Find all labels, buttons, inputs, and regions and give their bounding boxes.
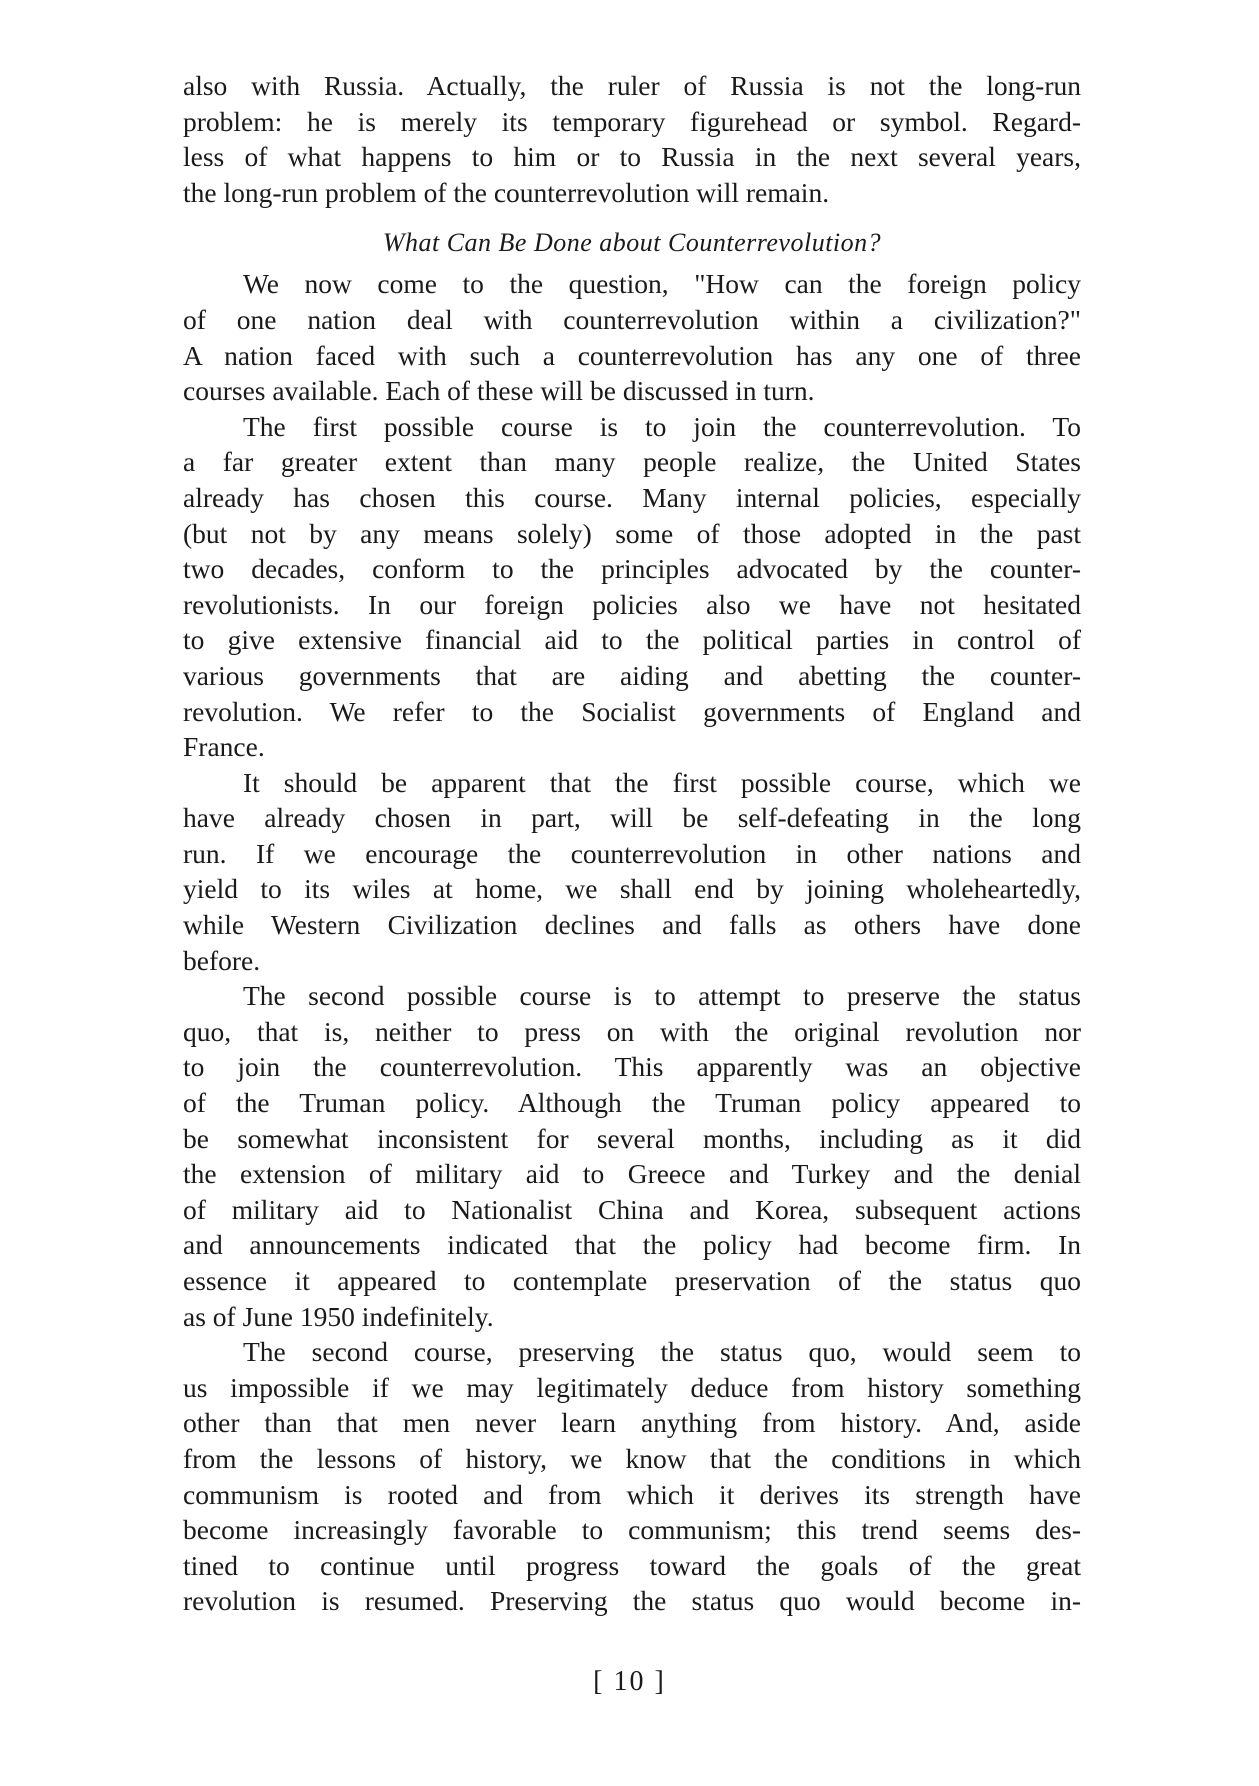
paragraph xyxy=(183,1334,1081,1619)
text-line: two decades, conform to the principles advocated by the counter- xyxy=(183,553,1081,585)
text-line: communism is rooted and from which it derives its strength have xyxy=(183,1478,1081,1510)
text-line: other than that men never learn anything from history. And, aside xyxy=(183,1407,1081,1439)
text-line: and announcements indicated that the policy had become firm. In xyxy=(183,1229,1081,1261)
text-line: already has chosen this course. Many internal policies, especially xyxy=(183,481,1081,513)
text-line: revolutionists. In our foreign policies also we have not hesitated xyxy=(183,588,1081,620)
text-line: also with Russia. Actually, the ruler of Russia is not the long-run xyxy=(183,70,1081,101)
page-body xyxy=(183,68,1081,1619)
text-line: A nation faced with such a counterrevolution has any one of three xyxy=(183,339,1081,371)
paragraph xyxy=(183,266,1081,408)
text-line: quo, that is, neither to press on with the original revolution nor xyxy=(183,1015,1081,1047)
text-line: from the lessons of history, we know that the conditions in which xyxy=(183,1442,1081,1474)
text-line: yield to its wiles at home, we shall end by joining wholeheartedly, xyxy=(183,873,1081,905)
text-line: be somewhat inconsistent for several months, including as it did xyxy=(183,1122,1081,1154)
paragraph xyxy=(183,765,1081,979)
text-line: become increasingly favorable to communism; this trend seems des- xyxy=(183,1514,1081,1546)
text-line: a far greater extent than many people realize, the United States xyxy=(183,446,1081,478)
text-line: as of June 1950 indefinitely. xyxy=(183,1300,494,1332)
text-line: revolution. We refer to the Socialist governments of England and xyxy=(183,695,1081,727)
paragraph xyxy=(183,68,1081,210)
text-line: while Western Civilization declines and falls as others have done xyxy=(183,909,1081,941)
text-line: The second possible course is to attempt to preserve the status xyxy=(243,980,1081,1012)
text-line: run. If we encourage the counterrevolution in other nations and xyxy=(183,837,1081,869)
text-line: various governments that are aiding and abetting the counter- xyxy=(183,659,1081,691)
paragraph xyxy=(183,978,1081,1334)
text-line: us impossible if we may legitimately deduce from history something xyxy=(183,1371,1081,1403)
text-line: of the Truman policy. Although the Truman policy appeared to xyxy=(183,1087,1081,1119)
text-line: tined to continue until progress toward the goals of the great xyxy=(183,1549,1081,1581)
section-heading: What Can Be Done about Counterrevolution? xyxy=(382,228,882,258)
text-line: France. xyxy=(183,731,265,763)
text-line: have already chosen in part, will be self-defeating in the long xyxy=(183,802,1081,834)
text-line: the long-run problem of the counterrevolution will remain. xyxy=(183,176,830,208)
text-line: of one nation deal with counterrevolution within a civilization?" xyxy=(183,303,1081,335)
text-line: before. xyxy=(183,944,261,976)
text-line: (but not by any means solely) some of those adopted in the past xyxy=(183,517,1081,549)
text-line: revolution is resumed. Preserving the status quo would become in- xyxy=(183,1585,1081,1617)
text-line: the extension of military aid to Greece and Turkey and the denial xyxy=(183,1158,1081,1190)
page-number: [ 10 ] xyxy=(593,1666,666,1697)
text-line: of military aid to Nationalist China and Korea, subsequent actions xyxy=(183,1193,1081,1225)
text-line: problem: he is merely its temporary figurehead or symbol. Regard- xyxy=(183,105,1081,137)
text-line: The first possible course is to join the counterrevolution. To xyxy=(243,410,1081,442)
text-line: We now come to the question, "How can the foreign policy xyxy=(243,268,1081,300)
text-line: essence it appeared to contemplate preservation of the status quo xyxy=(183,1265,1081,1296)
text-line: courses available. Each of these will be discussed in turn. xyxy=(183,375,815,407)
text-line: less of what happens to him or to Russia in the next several years, xyxy=(183,141,1081,173)
text-line: to give extensive financial aid to the political parties in control of xyxy=(183,624,1081,656)
paragraph xyxy=(183,409,1081,765)
text-line: to join the counterrevolution. This apparently was an objective xyxy=(183,1051,1081,1083)
text-line: The second course, preserving the status quo, would seem to xyxy=(243,1336,1081,1368)
text-line: It should be apparent that the first possible course, which we xyxy=(243,766,1081,798)
